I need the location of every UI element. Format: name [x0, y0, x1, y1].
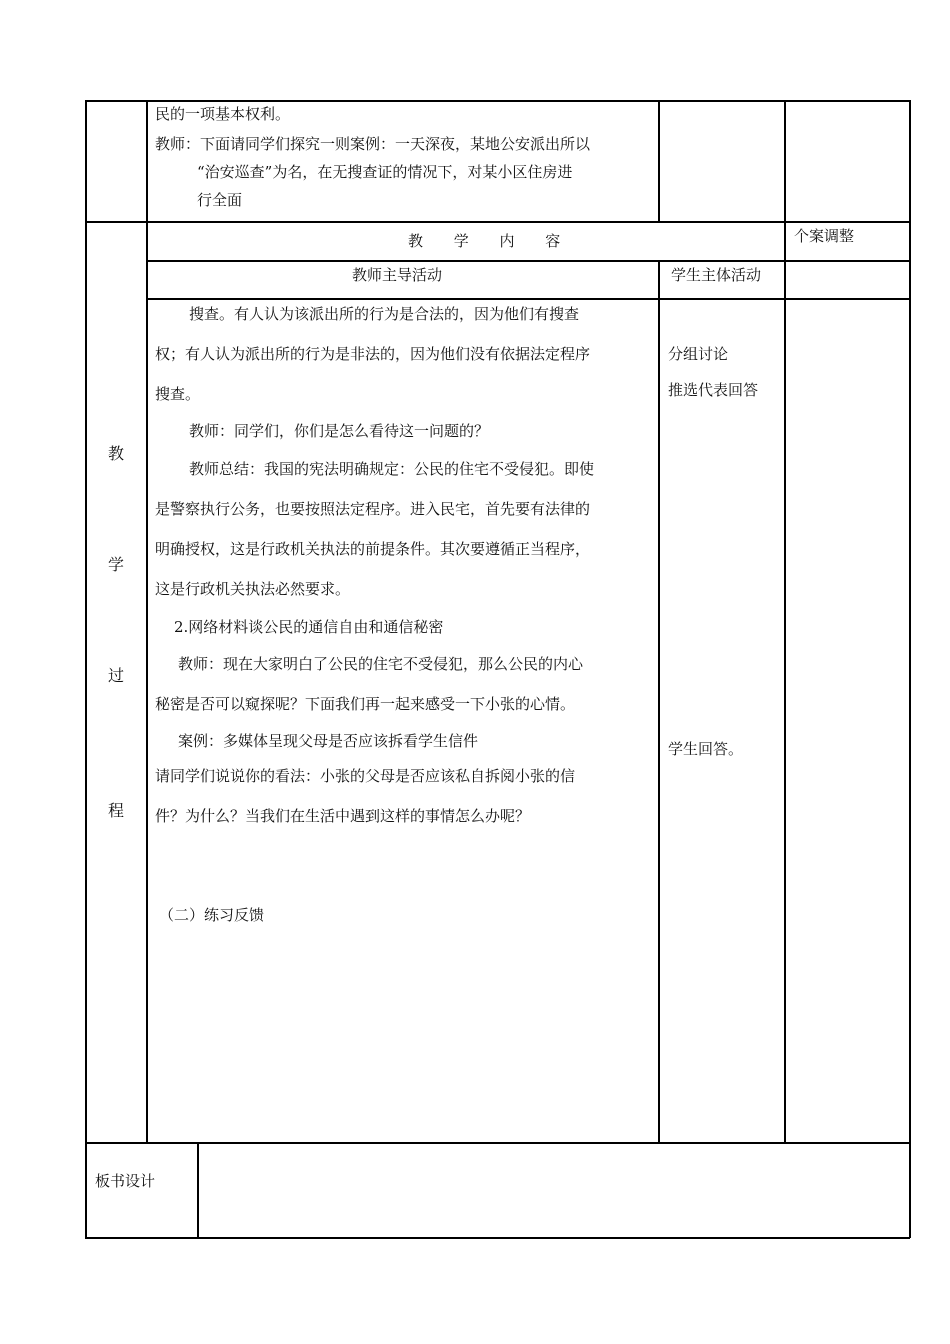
student-line-2: 推选代表回答 [668, 381, 759, 399]
teacher-line-3: 搜查。 [155, 385, 201, 403]
divider-teacher-student [658, 260, 660, 1143]
teacher-line-9: 2.网络材料谈公民的通信自由和通信秘密 [174, 618, 444, 636]
teacher-line-5: 教师总结：我国的宪法明确规定：公民的住宅不受侵犯。即使 [189, 460, 595, 478]
board-design-label: 板书设计 [95, 1172, 156, 1190]
student-line-1: 分组讨论 [668, 345, 729, 363]
divider-adjust-column-header [784, 222, 786, 260]
teacher-line-13: 请同学们说说你的看法：小张的父母是否应该私自拆阅小张的信 [155, 767, 576, 785]
header-teacher-activity: 教师主导活动 [352, 266, 443, 284]
row-divider-1 [85, 221, 910, 223]
divider-teacher-student-top [658, 100, 660, 222]
teacher-line-7: 明确授权，这是行政机关执法的前提条件。其次要遵循正当程序， [155, 540, 591, 558]
top-row-line-2: 教师：下面请同学们探究一则案例：一天深夜，某地公安派出所以 [155, 135, 591, 153]
table-border-left [85, 100, 87, 1238]
divider-adjust-column [784, 260, 786, 1143]
divider-adjust-column-top [784, 100, 786, 222]
side-label-char-2: 学 [108, 555, 125, 574]
top-row-line-3: “治安巡查”为名，在无搜查证的情况下，对某小区住房进 [197, 163, 573, 181]
teacher-line-15: （二）练习反馈 [159, 906, 265, 924]
student-line-3: 学生回答。 [668, 740, 744, 758]
header-student-activity: 学生主体活动 [671, 266, 762, 284]
row-divider-board [85, 1142, 910, 1144]
top-row-line-4: 行全面 [197, 191, 243, 209]
teacher-line-1: 搜查。有人认为该派出所的行为是合法的，因为他们有搜查 [189, 305, 580, 323]
divider-side-column [146, 100, 148, 1143]
teacher-line-2: 权；有人认为派出所的行为是非法的，因为他们没有依据法定程序 [155, 345, 591, 363]
row-divider-subheader [146, 298, 910, 300]
table-border-top [85, 100, 910, 102]
divider-board-label [197, 1143, 199, 1238]
table-border-right [909, 100, 911, 1238]
row-divider-header [146, 260, 910, 262]
teacher-line-4: 教师：同学们，你们是怎么看待这一问题的？ [189, 422, 490, 440]
teacher-line-11: 秘密是否可以窥探呢？下面我们再一起来感受一下小张的心情。 [155, 695, 576, 713]
teacher-line-8: 这是行政机关执法必然要求。 [155, 580, 351, 598]
header-teaching-content: 教 学 内 容 [408, 232, 574, 250]
table-border-bottom [85, 1237, 910, 1239]
side-label-char-4: 程 [108, 801, 125, 820]
side-label-char-1: 教 [108, 444, 125, 463]
teacher-line-10: 教师：现在大家明白了公民的住宅不受侵犯，那么公民的内心 [178, 655, 584, 673]
teacher-line-6: 是警察执行公务，也要按照法定程序。进入民宅，首先要有法律的 [155, 500, 591, 518]
header-case-adjustment: 个案调整 [794, 227, 855, 245]
teacher-line-14: 件？为什么？当我们在生活中遇到这样的事情怎么办呢？ [155, 807, 531, 825]
teacher-line-12: 案例：多媒体呈现父母是否应该拆看学生信件 [178, 732, 479, 750]
side-label-char-3: 过 [108, 666, 125, 685]
top-row-line-1: 民的一项基本权利。 [155, 105, 291, 123]
